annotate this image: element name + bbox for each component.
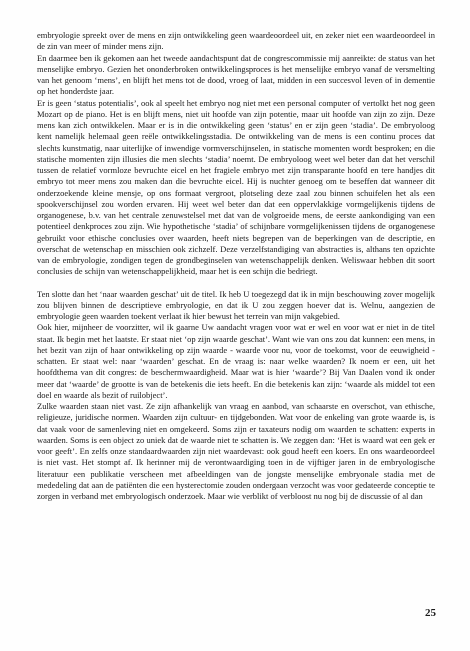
body-text xyxy=(37,30,435,502)
paragraph: Er is geen ‘status potentialis’, ook al speelt het embryo nog niet met een personal computer of vertolkt het nog geen Mozart op de piano. Het is en blijft mens, niet uit hoofde van zijn potentie, maar uit hoofde van zijn zo zijn. Deze mens kan zich ontwikkelen. Maar er is in die ontwikkeling geen ‘status’ en er zijn geen ‘stadia’. De embryoloog kent namelijk helemaal geen reële ontwikkelingsstadia. De ontwikkeling van de mens is een continu proces dat slechts kunstmatig, naar uiterlijke of inwendige vormverschijnselen, in statische momenten wordt besproken; en die statische momenten zijn illusies die men slechts ‘stadia’ noemt. De embryoloog weet wel beter dan dat het verschil tussen de relatief vormloze bevruchte eicel en het fragiele embryo met zijn transparante hoofd en tere handjes dit embryo tot meer mens zou maken dan die bevruchte eicel. Hij is nuchter genoeg om te beseffen dat wanneer dit onderzoekende kleine mensje, op ons formaat vergroot, plotseling deze zaal zou binnen schuifelen het als een spookverschijnsel zou worden ervaren. Hij weet wel beter dan dat een oppervlakkige vormgelijkenis tijdens de organogenese, b.v. van het centrale zenuwstelsel met dat van de volgroeide mens, de eerste aankondiging van een potentieel denkproces zou zijn. Wie hypothetische ‘stadia’ of schijnbare vormgelijkenissen tijdens de organogenese gebruikt voor ethische conclusies over waarden, heeft niets begrepen van de beperkingen van de descriptie, en overschat de wetenschap en misschien ook zichzelf. Deze verzelfstandiging van abstracties is, althans ten opzichte van de embryologie, zondigen tegen de grondbeginselen van wetenschappelijk denken. Weliswaar hebben dit soort conclusies de schijn van wetenschappelijkheid, maar het is een schijn die bedriegt. xyxy=(37,97,435,277)
paragraph: Zulke waarden staan niet vast. Ze zijn afhankelijk van vraag en aanbod, van schaarste en overschot, van ethische, religieuze, juridische normen. Waarden zijn cultuur- en tijdgebonden. Wat voor de enkeling van grote waarde is, is dat vaak voor de samenleving niet en omgekeerd. Soms zijn er taxateurs nodig om waarden te schatten: experts in waarden. Soms is een object zo uniek dat de waarde niet te schatten is. We zeggen dan: ‘Het is waard wat een gek er voor geeft’. En zelfs onze standaardwaarden zijn niet waardevast: ook goud heeft een koers. En ons waardeoordeel is niet vast. Het stompt af. Ik herinner mij de verontwaardiging toen in de vijftiger jaren in de embryologische literatuur een publikatie verscheen met afbeeldingen van de jongste menselijke embryonale stadia met de mededeling dat aan de patiënten die een hysterectomie zouden ondergaan verzocht was voor gedateerde conceptie te zorgen in verband met embryologisch onderzoek. Maar wie verblikt of verbloost nu nog bij de discussie of al dan xyxy=(37,401,435,501)
paragraph: En daarmee ben ik gekomen aan het tweede aandachtspunt dat de congrescommissie mij aanreikte: de status van het menselijke embryo. Gezien het ononderbroken ontwikkelingsproces is het menselijke embryo vanaf de versmelting van het genoom ‘mens’, en blijft het mens tot de dood, vroeg of laat, midden in een succesvol leven of in dementie op het honderdste jaar. xyxy=(37,52,435,97)
paragraph: embryologie spreekt over de mens en zijn ontwikkeling geen waardeoordeel uit, en zeker niet een waardeoordeel in de zin van meer of minder mens zijn. xyxy=(37,30,435,52)
paragraph: Ook hier, mijnheer de voorzitter, wil ik gaarne Uw aandacht vragen voor wat er wel en voor wat er niet in de titel staat. Ik begin met het laatste. Er staat niet ‘op zijn waarde geschat’. Want wie van ons zou dat kunnen: een mens, in het bezit van zijn of haar ontwikkeling op zijn waarde - waarde voor nu, voor de toekomst, voor de eeuwigheid - schatten. Er staat wel: naar ‘waarden’ geschat. En de vraag is: naar welke waarden? Ik noem er een, uit het hoofdthema van dit congres: de beschermwaardigheid. Maar wat is hier ‘waarde’? Bij Van Daalen vond ik onder meer dat ‘waarde’ de grootte is van de betekenis die iets heeft. En die betekenis kan zijn: ‘waarde als middel tot een doel en waarde als bezit of ruilobject’. xyxy=(37,322,435,400)
page-number: 25 xyxy=(425,607,436,619)
paragraph: Ten slotte dan het ‘naar waarden geschat’ uit de titel. Ik heb U toegezegd dat ik in mijn beschouwing zover mogelijk zou blijven binnen de descriptieve embryologie, en dat ik U zou zeggen hoever dat is. Welnu, aangezien de embryologie geen waarden toekent verlaat ik hier bewust het terrein van mijn vakgebied. xyxy=(37,288,435,321)
